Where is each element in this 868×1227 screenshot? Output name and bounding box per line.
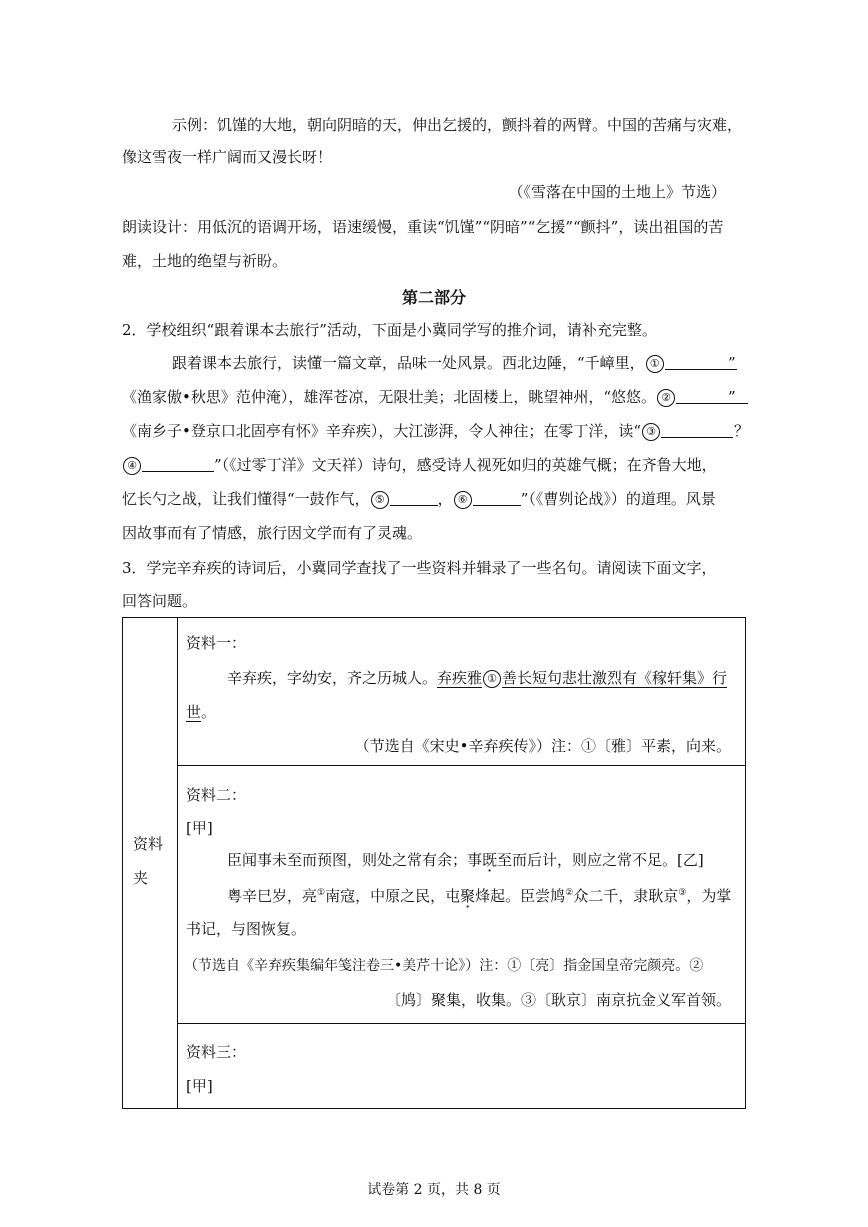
q3-line-1: 3．学完辛弃疾的诗词后，小冀同学查找了一些资料并辑录了一些名句。请阅读下面文字， [122,559,717,577]
reading-design-line-1: 朗读设计：用低沉的语调开场，语速缓慢，重读“饥馑”“阴暗”“乞援”“颤抖”，读出祖国的苦 [122,218,724,236]
blank-1[interactable] [665,355,737,370]
q2-stem: 2．学校组织“跟着课本去旅行”活动，下面是小冀同学写的推介词，请补充完整。 [122,321,657,339]
q3-line-2: 回答问题。 [122,592,198,610]
material-1-body: 辛弃疾，字幼安，齐之历城人。弃疾雅 ① 善长短句悲壮激烈有《稼轩集》行 [227,669,728,687]
q2-line-3-end: ？ [734,422,750,440]
material-1-source: （节选自《宋史•辛弃疾传》）注：①〔雅〕平素，向来。 [354,737,731,755]
blank-3[interactable] [661,423,733,438]
material-2-note-2: 〔鸠〕聚集，收集。③〔耿京〕南京抗金义军首领。 [385,991,731,1009]
material-2-note-1: （节选自《辛弃疾集编年笺注卷三•美芹十论》）注：①〔亮〕指金国皇帝完颜亮。② [184,958,704,974]
example-line-2: 像这雪夜一样广阔而又漫长呀！ [122,148,333,166]
material-1-body-2: 世。 [186,703,217,721]
q2-line-2-end: ” [728,388,736,406]
materials-table [122,617,746,1109]
q2-line-2: 《渔家傲•秋思》范仲淹），雄浑苍凉，无限壮美；北固楼上，眺望神州，“悠悠。 ② [122,387,748,407]
material-2-para-1: 臣闻事未至而预图，则处之常有余；事既至而后计，则应之常不足。[乙] [227,851,704,869]
side-label-2: 夹 [133,869,149,887]
table-divider-vertical [177,618,178,1108]
q2-line-4: ④ ”（《过零丁洋》文天祥）诗句，感受诗人视死如归的英雄气概；在齐鲁大地， [122,455,717,475]
blank-mark-3: ③ [642,423,660,441]
table-divider-2 [177,1023,745,1024]
blank-mark-1: ① [646,355,664,373]
q2-line-3: 《南乡子•登京口北固亭有怀》辛弃疾），大江澎湃，令人神往；在零丁洋，读“ ③ [122,421,733,441]
blank-mark-4: ④ [123,457,141,475]
blank-6[interactable] [473,491,521,506]
part-two-title: 第二部分 [401,288,466,307]
blank-mark-6: ⑥ [454,491,472,509]
page-footer: 试卷第 2 页，共 8 页 [367,1182,501,1198]
blank-mark-2: ② [657,389,675,407]
blank-4[interactable] [142,457,214,472]
blank-5[interactable] [390,491,438,506]
material-2-para-2: 粤辛巳岁，亮①南寇，中原之民，屯聚烽起。臣尝鸠②众二千，隶耿京③，为掌 [227,887,732,905]
material-3-jia: [甲] [186,1077,213,1095]
example-source: （《雪落在中国的土地上》节选） [508,183,726,201]
q2-line-1-end: ” [728,354,736,372]
example-line-1: 示例：饥馑的大地，朝向阴暗的天，伸出乞援的，颤抖着的两臂。中国的苦痛与灾难， [172,116,743,134]
q2-line-6: 因故事而有了情感，旅行因文学而有了灵魂。 [122,524,423,542]
table-divider-1 [177,765,745,766]
blank-2[interactable] [676,389,748,404]
reading-design-line-2: 难，土地的绝望与祈盼。 [122,252,288,270]
material-1-title: 资料一： [186,634,247,652]
q2-line-5: 忆长勺之战，让我们懂得“一鼓作气， ⑤ ， ⑥ ”（《曹刿论战》）的道理。风景 [122,490,716,508]
side-label-1: 资料 [133,835,164,853]
material-3-title: 资料三： [186,1043,247,1061]
material-2-para-3: 书记，与图恢复。 [186,920,307,938]
blank-mark-5: ⑤ [371,491,389,509]
material-2-jia: [甲] [186,819,213,837]
material-2-title: 资料二： [186,786,247,804]
q2-line-1: 跟着课本去旅行，读懂一篇文章，品味一处风景。西北边陲，“千嶂里， ① [172,353,737,373]
